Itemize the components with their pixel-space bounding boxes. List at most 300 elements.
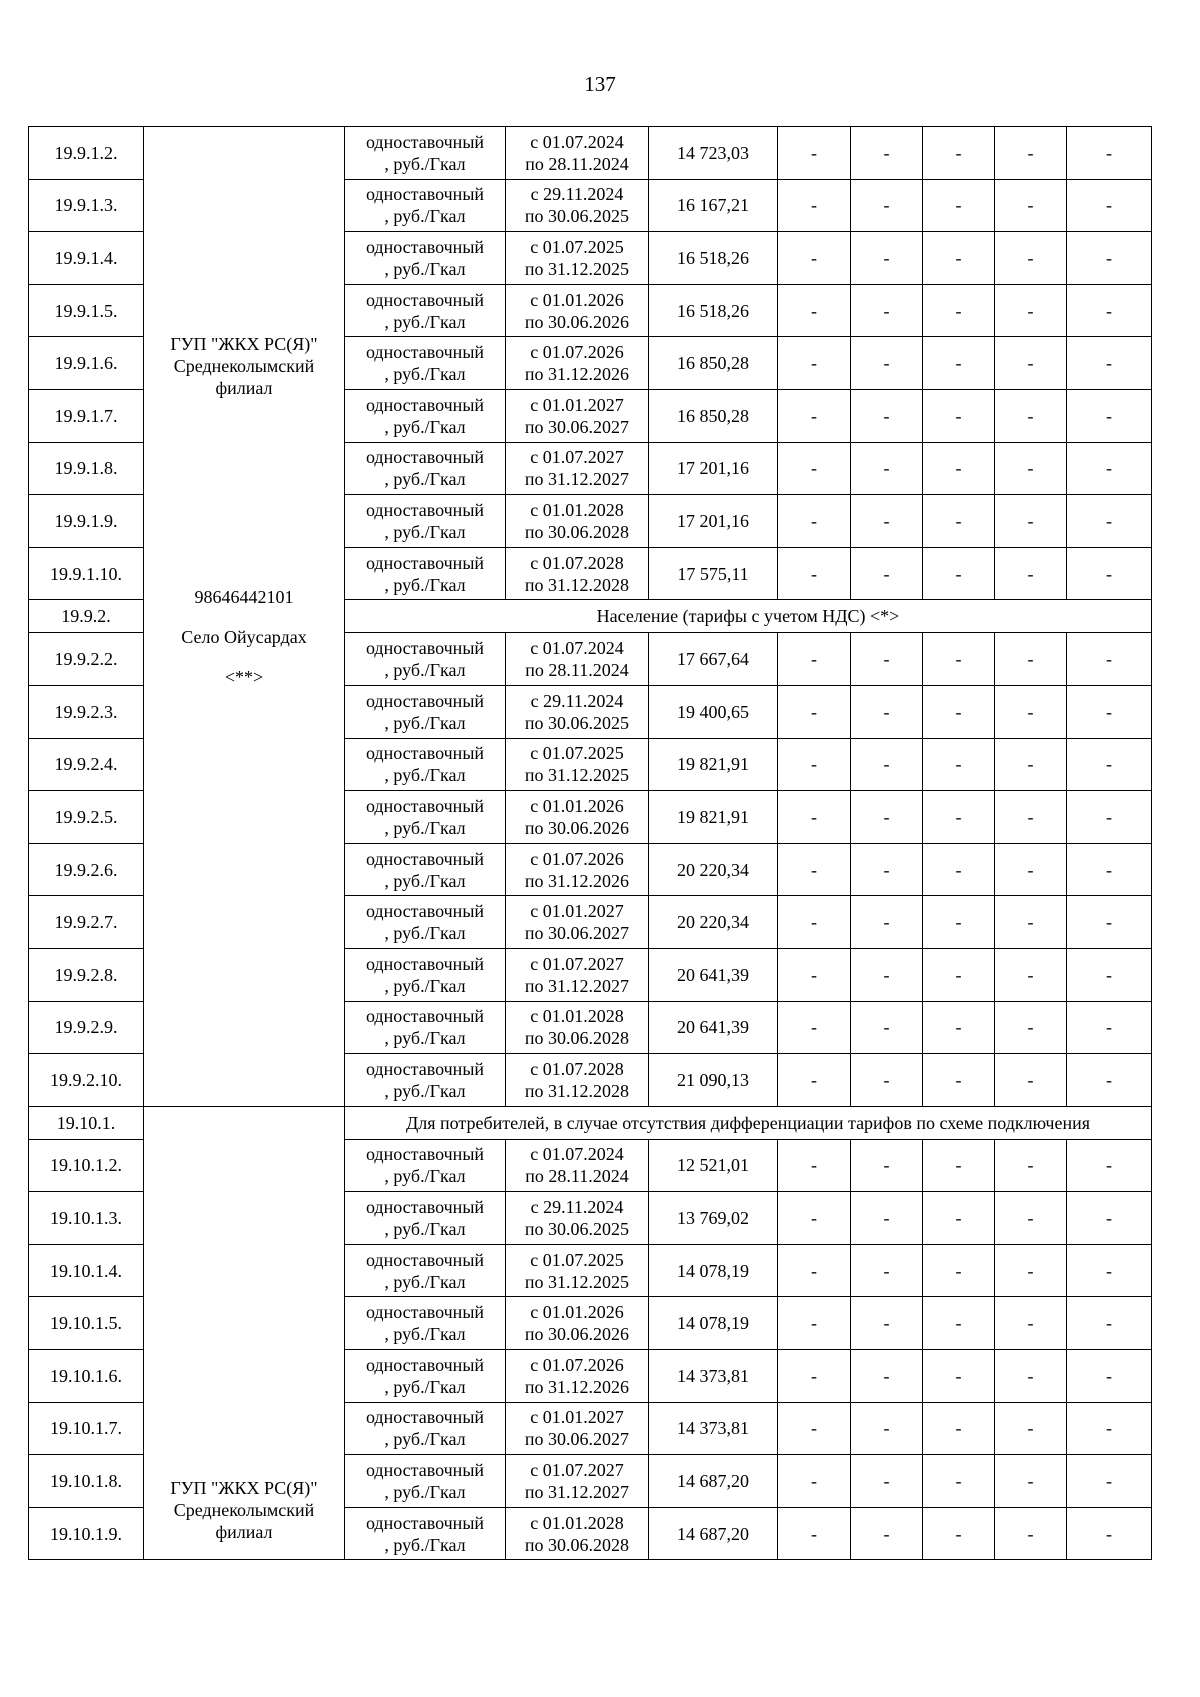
tariff-value: 16 850,28 bbox=[649, 337, 778, 390]
empty-value-dash: - bbox=[923, 127, 995, 180]
empty-value-dash: - bbox=[1067, 685, 1152, 738]
empty-value-dash: - bbox=[1067, 948, 1152, 1001]
empty-value-dash: - bbox=[1067, 1455, 1152, 1508]
empty-value-dash: - bbox=[851, 1139, 923, 1192]
organization-block bbox=[144, 1107, 344, 1543]
empty-value-dash: - bbox=[923, 1297, 995, 1350]
period-to: по 28.11.2024 bbox=[525, 660, 629, 681]
organization-cell bbox=[144, 1106, 345, 1560]
row-code: 19.9.1.3. bbox=[29, 179, 144, 232]
tariff-type-label: одноставочный bbox=[365, 184, 485, 205]
empty-value-dash: - bbox=[778, 843, 851, 896]
tariff-value: 16 850,28 bbox=[649, 389, 778, 442]
empty-value-dash: - bbox=[778, 791, 851, 844]
period-from: с 01.01.2028 bbox=[530, 499, 624, 520]
row-code: 19.9.1.4. bbox=[29, 232, 144, 285]
empty-value-dash: - bbox=[1067, 1507, 1152, 1560]
empty-value-dash: - bbox=[851, 1054, 923, 1107]
tariff-unit-label: , руб./Гкал bbox=[384, 1324, 466, 1345]
organization-cell bbox=[144, 127, 345, 1107]
tariff-unit-label: , руб./Гкал bbox=[384, 1534, 466, 1555]
empty-value-dash: - bbox=[851, 738, 923, 791]
row-code: 19.10.1.4. bbox=[29, 1244, 144, 1297]
tariff-type-cell bbox=[345, 1402, 506, 1455]
tariff-value: 17 201,16 bbox=[649, 495, 778, 548]
period-cell bbox=[506, 791, 649, 844]
tariff-type-label: одноставочный bbox=[365, 690, 485, 711]
tariff-table-body bbox=[29, 127, 1152, 1560]
period-cell bbox=[506, 232, 649, 285]
empty-value-dash: - bbox=[851, 843, 923, 896]
oktmo-code: 98646442101 bbox=[194, 587, 294, 607]
period-from: с 01.07.2025 bbox=[530, 236, 624, 257]
tariff-type-label: одноставочный bbox=[365, 1058, 485, 1079]
empty-value-dash: - bbox=[778, 127, 851, 180]
tariff-type-label: одноставочный bbox=[365, 1512, 485, 1533]
row-code: 19.9.2.5. bbox=[29, 791, 144, 844]
tariff-type-label: одноставочный bbox=[365, 901, 485, 922]
tariff-type-label: одноставочный bbox=[365, 131, 485, 152]
row-code: 19.9.2.8. bbox=[29, 948, 144, 1001]
tariff-unit-label: , руб./Гкал bbox=[384, 660, 466, 681]
period-cell bbox=[506, 1455, 649, 1508]
row-code: 19.9.1.8. bbox=[29, 442, 144, 495]
empty-value-dash: - bbox=[778, 495, 851, 548]
empty-value-dash: - bbox=[923, 1455, 995, 1508]
empty-value-dash: - bbox=[778, 179, 851, 232]
tariff-unit-label: , руб./Гкал bbox=[384, 1166, 466, 1187]
empty-value-dash: - bbox=[923, 948, 995, 1001]
tariff-unit-label: , руб./Гкал bbox=[384, 469, 466, 490]
period-from: с 01.07.2028 bbox=[530, 1058, 624, 1079]
empty-value-dash: - bbox=[778, 442, 851, 495]
empty-value-dash: - bbox=[995, 284, 1067, 337]
empty-value-dash: - bbox=[923, 1350, 995, 1403]
tariff-type-label: одноставочный bbox=[365, 1006, 485, 1027]
organization-name: филиал bbox=[215, 378, 273, 398]
organization-name: ГУП "ЖКХ РС(Я)" bbox=[170, 334, 318, 354]
empty-value-dash: - bbox=[995, 843, 1067, 896]
tariff-type-cell bbox=[345, 127, 506, 180]
period-cell bbox=[506, 127, 649, 180]
period-from: с 01.07.2028 bbox=[530, 552, 624, 573]
empty-value-dash: - bbox=[1067, 284, 1152, 337]
period-from: с 01.07.2024 bbox=[530, 1144, 624, 1165]
empty-value-dash: - bbox=[851, 1402, 923, 1455]
period-from: с 29.11.2024 bbox=[530, 690, 624, 711]
period-to: по 30.06.2026 bbox=[524, 311, 630, 332]
row-code: 19.9.1.5. bbox=[29, 284, 144, 337]
tariff-unit-label: , руб./Гкал bbox=[384, 712, 466, 733]
period-to: по 28.11.2024 bbox=[525, 153, 629, 174]
section-header-row bbox=[29, 1106, 1152, 1139]
tariff-value: 20 641,39 bbox=[649, 948, 778, 1001]
empty-value-dash: - bbox=[923, 179, 995, 232]
row-code: 19.10.1.8. bbox=[29, 1455, 144, 1508]
empty-value-dash: - bbox=[778, 1455, 851, 1508]
row-code: 19.9.1.6. bbox=[29, 337, 144, 390]
empty-value-dash: - bbox=[923, 547, 995, 600]
empty-value-dash: - bbox=[923, 843, 995, 896]
empty-value-dash: - bbox=[995, 1054, 1067, 1107]
period-from: с 29.11.2024 bbox=[530, 184, 624, 205]
tariff-type-label: одноставочный bbox=[365, 795, 485, 816]
period-to: по 31.12.2027 bbox=[524, 1482, 630, 1503]
empty-value-dash: - bbox=[778, 738, 851, 791]
tariff-value: 14 078,19 bbox=[649, 1297, 778, 1350]
tariff-value: 14 687,20 bbox=[649, 1507, 778, 1560]
tariff-value: 14 373,81 bbox=[649, 1402, 778, 1455]
period-to: по 30.06.2025 bbox=[524, 1219, 630, 1240]
empty-value-dash: - bbox=[851, 1297, 923, 1350]
empty-value-dash: - bbox=[923, 791, 995, 844]
row-code: 19.10.1.6. bbox=[29, 1350, 144, 1403]
row-code: 19.10.1.3. bbox=[29, 1192, 144, 1245]
row-code: 19.9.1.2. bbox=[29, 127, 144, 180]
tariff-type-label: одноставочный bbox=[365, 1249, 485, 1270]
period-cell bbox=[506, 1402, 649, 1455]
section-code: 19.10.1. bbox=[29, 1106, 144, 1139]
empty-value-dash: - bbox=[778, 547, 851, 600]
empty-value-dash: - bbox=[851, 284, 923, 337]
tariff-type-cell bbox=[345, 337, 506, 390]
period-cell bbox=[506, 738, 649, 791]
empty-value-dash: - bbox=[1067, 1192, 1152, 1245]
empty-value-dash: - bbox=[1067, 495, 1152, 548]
period-from: с 01.01.2026 bbox=[530, 289, 624, 310]
empty-value-dash: - bbox=[923, 337, 995, 390]
period-from: с 01.01.2027 bbox=[530, 1407, 624, 1428]
empty-value-dash: - bbox=[851, 1244, 923, 1297]
empty-value-dash: - bbox=[778, 685, 851, 738]
empty-value-dash: - bbox=[851, 1192, 923, 1245]
empty-value-dash: - bbox=[778, 1297, 851, 1350]
tariff-unit-label: , руб./Гкал bbox=[384, 1080, 466, 1101]
empty-value-dash: - bbox=[923, 1244, 995, 1297]
empty-value-dash: - bbox=[851, 1507, 923, 1560]
tariff-type-cell bbox=[345, 284, 506, 337]
period-to: по 30.06.2027 bbox=[524, 416, 630, 437]
row-code: 19.10.1.9. bbox=[29, 1507, 144, 1560]
period-from: с 01.01.2026 bbox=[530, 795, 624, 816]
period-cell bbox=[506, 1297, 649, 1350]
empty-value-dash: - bbox=[778, 896, 851, 949]
tariff-value: 20 220,34 bbox=[649, 843, 778, 896]
period-cell bbox=[506, 547, 649, 600]
empty-value-dash: - bbox=[923, 442, 995, 495]
tariff-unit-label: , руб./Гкал bbox=[384, 975, 466, 996]
empty-value-dash: - bbox=[923, 1192, 995, 1245]
empty-value-dash: - bbox=[995, 1139, 1067, 1192]
period-from: с 01.01.2028 bbox=[530, 1006, 624, 1027]
empty-value-dash: - bbox=[995, 685, 1067, 738]
period-cell bbox=[506, 948, 649, 1001]
empty-value-dash: - bbox=[995, 232, 1067, 285]
empty-value-dash: - bbox=[1067, 1001, 1152, 1054]
empty-value-dash: - bbox=[778, 1054, 851, 1107]
tariff-type-label: одноставочный bbox=[365, 342, 485, 363]
empty-value-dash: - bbox=[923, 1402, 995, 1455]
period-to: по 31.12.2027 bbox=[524, 975, 630, 996]
organization-block bbox=[144, 127, 344, 399]
period-cell bbox=[506, 1001, 649, 1054]
empty-value-dash: - bbox=[1067, 738, 1152, 791]
empty-value-dash: - bbox=[778, 337, 851, 390]
tariff-table bbox=[28, 126, 1152, 1560]
tariff-type-cell bbox=[345, 389, 506, 442]
period-from: с 01.07.2026 bbox=[530, 1354, 624, 1375]
empty-value-dash: - bbox=[923, 495, 995, 548]
period-from: с 01.01.2026 bbox=[530, 1302, 624, 1323]
empty-value-dash: - bbox=[995, 179, 1067, 232]
period-from: с 01.07.2026 bbox=[530, 342, 624, 363]
tariff-unit-label: , руб./Гкал bbox=[384, 1429, 466, 1450]
empty-value-dash: - bbox=[851, 442, 923, 495]
section-code: 19.9.2. bbox=[29, 600, 144, 633]
period-cell bbox=[506, 1139, 649, 1192]
period-from: с 01.07.2025 bbox=[530, 743, 624, 764]
row-code: 19.9.1.10. bbox=[29, 547, 144, 600]
tariff-type-label: одноставочный bbox=[365, 289, 485, 310]
empty-value-dash: - bbox=[778, 232, 851, 285]
tariff-value: 19 821,91 bbox=[649, 738, 778, 791]
empty-value-dash: - bbox=[923, 1001, 995, 1054]
empty-value-dash: - bbox=[778, 948, 851, 1001]
period-to: по 31.12.2026 bbox=[524, 870, 630, 891]
empty-value-dash: - bbox=[1067, 389, 1152, 442]
row-code: 19.9.2.3. bbox=[29, 685, 144, 738]
tariff-type-cell bbox=[345, 1244, 506, 1297]
empty-value-dash: - bbox=[923, 896, 995, 949]
empty-value-dash: - bbox=[1067, 337, 1152, 390]
tariff-type-cell bbox=[345, 1054, 506, 1107]
tariff-unit-label: , руб./Гкал bbox=[384, 870, 466, 891]
empty-value-dash: - bbox=[995, 547, 1067, 600]
locality-note: <**> bbox=[224, 667, 264, 687]
period-cell bbox=[506, 495, 649, 548]
tariff-type-label: одноставочный bbox=[365, 1407, 485, 1428]
tariff-type-cell bbox=[345, 1001, 506, 1054]
tariff-value: 14 078,19 bbox=[649, 1244, 778, 1297]
empty-value-dash: - bbox=[851, 1350, 923, 1403]
tariff-type-label: одноставочный bbox=[365, 848, 485, 869]
empty-value-dash: - bbox=[778, 1350, 851, 1403]
empty-value-dash: - bbox=[995, 127, 1067, 180]
empty-value-dash: - bbox=[1067, 1402, 1152, 1455]
tariff-type-label: одноставочный bbox=[365, 1144, 485, 1165]
tariff-value: 17 667,64 bbox=[649, 633, 778, 686]
empty-value-dash: - bbox=[851, 547, 923, 600]
empty-value-dash: - bbox=[995, 738, 1067, 791]
tariff-type-label: одноставочный bbox=[365, 638, 485, 659]
period-to: по 31.12.2026 bbox=[524, 364, 630, 385]
period-cell bbox=[506, 1054, 649, 1107]
tariff-unit-label: , руб./Гкал bbox=[384, 416, 466, 437]
empty-value-dash: - bbox=[995, 1297, 1067, 1350]
row-code: 19.9.1.9. bbox=[29, 495, 144, 548]
period-to: по 30.06.2025 bbox=[524, 206, 630, 227]
tariff-unit-label: , руб./Гкал bbox=[384, 258, 466, 279]
tariff-value: 21 090,13 bbox=[649, 1054, 778, 1107]
tariff-unit-label: , руб./Гкал bbox=[384, 1482, 466, 1503]
period-from: с 01.07.2026 bbox=[530, 848, 624, 869]
empty-value-dash: - bbox=[778, 1244, 851, 1297]
tariff-type-label: одноставочный bbox=[365, 743, 485, 764]
row-code: 19.10.1.5. bbox=[29, 1297, 144, 1350]
period-cell bbox=[506, 337, 649, 390]
empty-value-dash: - bbox=[995, 442, 1067, 495]
tariff-value: 19 821,91 bbox=[649, 791, 778, 844]
period-from: с 01.07.2024 bbox=[530, 638, 624, 659]
period-to: по 31.12.2025 bbox=[524, 765, 630, 786]
empty-value-dash: - bbox=[851, 389, 923, 442]
tariff-type-cell bbox=[345, 495, 506, 548]
row-code: 19.9.2.9. bbox=[29, 1001, 144, 1054]
empty-value-dash: - bbox=[1067, 1244, 1152, 1297]
empty-value-dash: - bbox=[851, 495, 923, 548]
empty-value-dash: - bbox=[995, 1402, 1067, 1455]
empty-value-dash: - bbox=[923, 232, 995, 285]
tariff-type-cell bbox=[345, 547, 506, 600]
empty-value-dash: - bbox=[851, 685, 923, 738]
empty-value-dash: - bbox=[851, 232, 923, 285]
empty-value-dash: - bbox=[1067, 896, 1152, 949]
empty-value-dash: - bbox=[778, 1507, 851, 1560]
period-cell bbox=[506, 1244, 649, 1297]
tariff-type-cell bbox=[345, 1139, 506, 1192]
period-to: по 30.06.2026 bbox=[524, 817, 630, 838]
empty-value-dash: - bbox=[1067, 179, 1152, 232]
empty-value-dash: - bbox=[1067, 633, 1152, 686]
empty-value-dash: - bbox=[1067, 127, 1152, 180]
period-cell bbox=[506, 896, 649, 949]
row-code: 19.9.2.10. bbox=[29, 1054, 144, 1107]
period-cell bbox=[506, 1350, 649, 1403]
row-code: 19.10.1.7. bbox=[29, 1402, 144, 1455]
tariff-type-cell bbox=[345, 633, 506, 686]
tariff-type-cell bbox=[345, 1507, 506, 1560]
period-to: по 31.12.2026 bbox=[524, 1376, 630, 1397]
empty-value-dash: - bbox=[1067, 442, 1152, 495]
tariff-type-cell bbox=[345, 1350, 506, 1403]
empty-value-dash: - bbox=[923, 389, 995, 442]
tariff-type-label: одноставочный bbox=[365, 447, 485, 468]
period-from: с 01.01.2027 bbox=[530, 394, 624, 415]
tariff-type-cell bbox=[345, 791, 506, 844]
tariff-unit-label: , руб./Гкал bbox=[384, 765, 466, 786]
tariff-type-cell bbox=[345, 896, 506, 949]
empty-value-dash: - bbox=[778, 1001, 851, 1054]
empty-value-dash: - bbox=[995, 1350, 1067, 1403]
empty-value-dash: - bbox=[1067, 1297, 1152, 1350]
period-from: с 01.07.2024 bbox=[530, 131, 624, 152]
empty-value-dash: - bbox=[778, 284, 851, 337]
period-to: по 30.06.2026 bbox=[524, 1324, 630, 1345]
tariff-unit-label: , руб./Гкал bbox=[384, 1271, 466, 1292]
empty-value-dash: - bbox=[995, 495, 1067, 548]
empty-value-dash: - bbox=[995, 948, 1067, 1001]
row-code: 19.10.1.2. bbox=[29, 1139, 144, 1192]
period-to: по 30.06.2025 bbox=[524, 712, 630, 733]
tariff-unit-label: , руб./Гкал bbox=[384, 1376, 466, 1397]
empty-value-dash: - bbox=[1067, 1054, 1152, 1107]
period-to: по 31.12.2027 bbox=[524, 469, 630, 490]
empty-value-dash: - bbox=[923, 738, 995, 791]
period-from: с 01.07.2027 bbox=[530, 1460, 624, 1481]
tariff-type-label: одноставочный bbox=[365, 236, 485, 257]
empty-value-dash: - bbox=[923, 633, 995, 686]
empty-value-dash: - bbox=[1067, 843, 1152, 896]
tariff-type-cell bbox=[345, 843, 506, 896]
empty-value-dash: - bbox=[995, 1507, 1067, 1560]
tariff-unit-label: , руб./Гкал bbox=[384, 153, 466, 174]
period-to: по 30.06.2027 bbox=[524, 1429, 630, 1450]
tariff-value: 17 575,11 bbox=[649, 547, 778, 600]
tariff-type-label: одноставочный bbox=[365, 1460, 485, 1481]
tariff-type-cell bbox=[345, 1192, 506, 1245]
empty-value-dash: - bbox=[778, 389, 851, 442]
empty-value-dash: - bbox=[995, 1244, 1067, 1297]
period-to: по 30.06.2028 bbox=[524, 1534, 630, 1555]
empty-value-dash: - bbox=[995, 633, 1067, 686]
tariff-unit-label: , руб./Гкал bbox=[384, 206, 466, 227]
period-to: по 31.12.2028 bbox=[524, 1080, 630, 1101]
tariff-type-cell bbox=[345, 442, 506, 495]
tariff-type-cell bbox=[345, 948, 506, 1001]
tariff-unit-label: , руб./Гкал bbox=[384, 574, 466, 595]
empty-value-dash: - bbox=[851, 948, 923, 1001]
tariff-value: 17 201,16 bbox=[649, 442, 778, 495]
empty-value-dash: - bbox=[778, 1402, 851, 1455]
tariff-value: 16 167,21 bbox=[649, 179, 778, 232]
tariff-unit-label: , руб./Гкал bbox=[384, 311, 466, 332]
period-to: по 28.11.2024 bbox=[525, 1166, 629, 1187]
tariff-type-label: одноставочный bbox=[365, 953, 485, 974]
tariff-type-label: одноставочный bbox=[365, 1197, 485, 1218]
tariff-type-label: одноставочный bbox=[365, 394, 485, 415]
tariff-value: 19 400,65 bbox=[649, 685, 778, 738]
period-to: по 30.06.2028 bbox=[524, 1028, 630, 1049]
period-cell bbox=[506, 1507, 649, 1560]
period-from: с 01.01.2027 bbox=[530, 901, 624, 922]
period-cell bbox=[506, 179, 649, 232]
period-from: с 01.07.2027 bbox=[530, 447, 624, 468]
period-from: с 01.01.2028 bbox=[530, 1512, 624, 1533]
empty-value-dash: - bbox=[995, 337, 1067, 390]
empty-value-dash: - bbox=[995, 1001, 1067, 1054]
tariff-unit-label: , руб./Гкал bbox=[384, 923, 466, 944]
organization-name: филиал bbox=[215, 1521, 273, 1542]
empty-value-dash: - bbox=[923, 1507, 995, 1560]
page-number: 137 bbox=[584, 72, 616, 96]
tariff-type-label: одноставочный bbox=[365, 499, 485, 520]
empty-value-dash: - bbox=[851, 896, 923, 949]
period-to: по 31.12.2028 bbox=[524, 574, 630, 595]
row-code: 19.9.2.6. bbox=[29, 843, 144, 896]
period-from: с 01.07.2027 bbox=[530, 953, 624, 974]
row-code: 19.9.2.4. bbox=[29, 738, 144, 791]
row-code: 19.9.1.7. bbox=[29, 389, 144, 442]
tariff-unit-label: , руб./Гкал bbox=[384, 521, 466, 542]
tariff-value: 14 373,81 bbox=[649, 1350, 778, 1403]
period-cell bbox=[506, 843, 649, 896]
locality-block bbox=[144, 399, 344, 697]
tariff-type-cell bbox=[345, 685, 506, 738]
empty-value-dash: - bbox=[995, 791, 1067, 844]
empty-value-dash: - bbox=[851, 1455, 923, 1508]
organization-name: Среднеколымский bbox=[173, 356, 315, 376]
empty-value-dash: - bbox=[851, 337, 923, 390]
